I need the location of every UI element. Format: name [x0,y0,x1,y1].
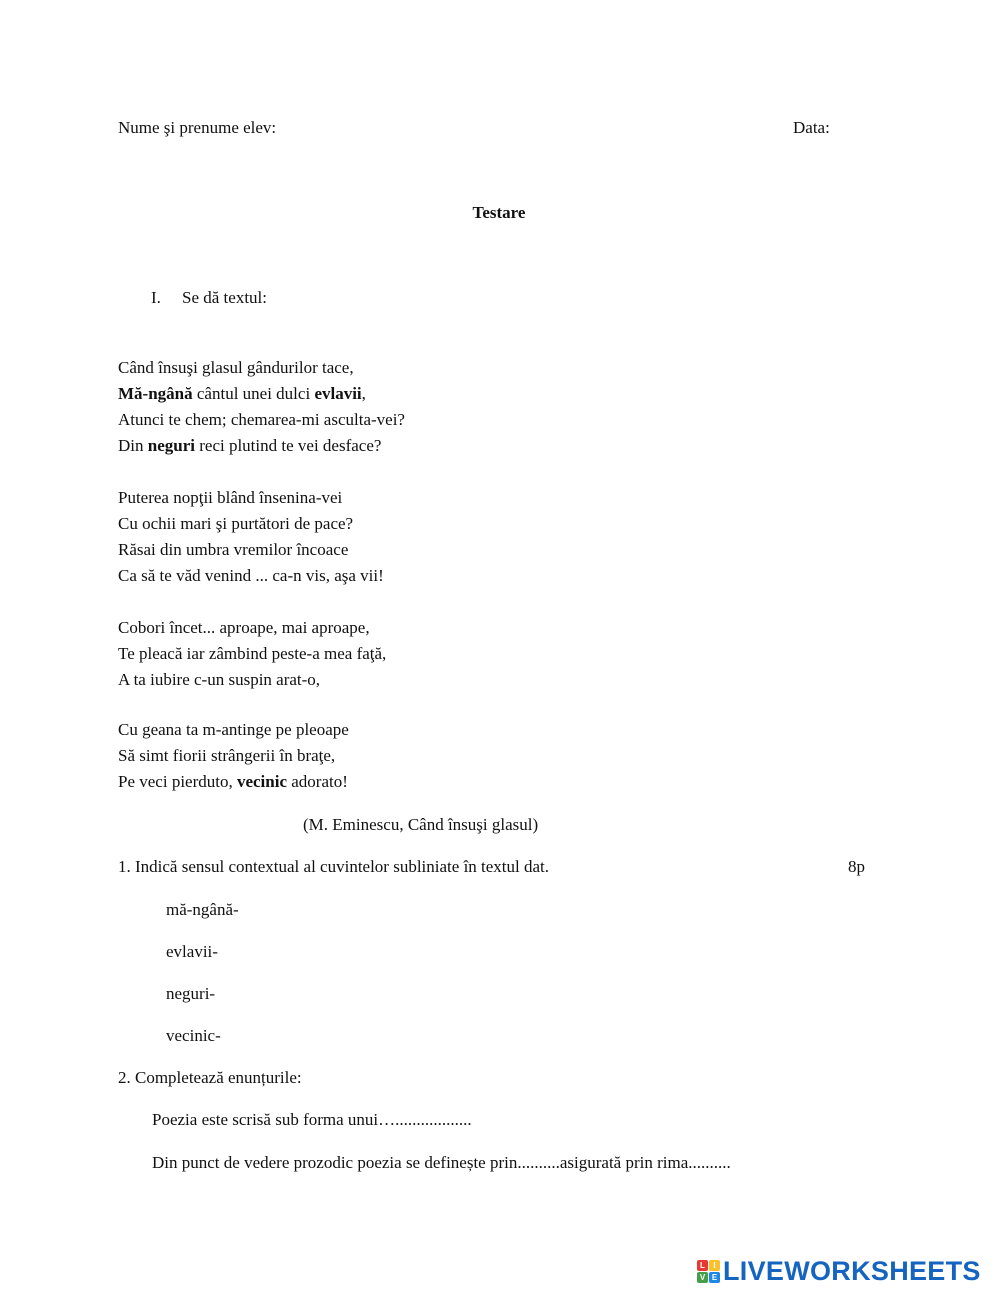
poem-line: Să simt fiorii strângerii în braţe, [118,746,336,765]
answer-item: vecinic- [166,1026,221,1045]
poem-text: Pe veci pierduto, [118,772,237,791]
poem-line: Răsai din umbra vremilor încoace [118,540,349,559]
poem-text: reci plutind te vei desface? [194,436,382,455]
underlined-word: neguri [147,436,195,455]
underlined-word: Mă-ngână [118,384,193,403]
liveworksheets-logo [697,1254,981,1288]
poem-line [118,384,366,404]
poem-line: Când însuşi glasul gândurilor tace, [118,358,354,377]
poem-text: cântul unei dulci [192,384,315,403]
logo-tile: E [709,1272,720,1283]
poem-source: (M. Eminescu, Când însuşi glasul) [303,815,539,834]
section-number: I. [151,288,161,307]
answer-item: mă-ngână- [166,900,239,919]
poem-line [118,772,348,792]
question-1-text: 1. Indică sensul contextual al cuvintelor subliniate în textul dat. [118,857,550,876]
answer-item: neguri- [166,984,216,1003]
logo-tiles-icon [697,1260,720,1283]
poem-line: Cu ochii mari şi purtători de pace? [118,514,354,533]
student-name-label: Nume şi prenume elev: [118,118,277,137]
fill-in-sentence: Din punct de vedere prozodic poezia se definește prin..........asigurată prin rima.......... [152,1153,731,1172]
poem-line: Cobori încet... aproape, mai aproape, [118,618,370,637]
page-title: Testare [472,203,526,222]
poem-line: Cu geana ta m-antinge pe pleoape [118,720,349,739]
poem-text: , [361,384,366,403]
poem-line: A ta iubire c-un suspin arat-o, [118,670,321,689]
underlined-word: evlavii [314,384,362,403]
fill-in-sentence: Poezia este scrisă sub forma unui….................. [152,1110,472,1129]
section-label: Se dă textul: [182,288,267,307]
poem-text: adorato! [287,772,348,791]
underlined-word: vecinic [236,772,288,791]
poem-text: Din [118,436,148,455]
logo-tile: I [709,1260,720,1271]
answer-item: evlavii- [166,942,218,961]
question-1-points: 8p [848,857,865,876]
poem-line [118,436,381,456]
logo-tile: L [697,1260,708,1271]
logo-tile: V [697,1272,708,1283]
poem-line: Te pleacă iar zâmbind peste-a mea faţă, [118,644,387,663]
poem-line: Ca să te văd venind ... ca-n vis, aşa vii! [118,566,384,585]
date-label: Data: [793,118,830,137]
poem-line: Atunci te chem; chemarea-mi asculta-vei? [118,410,405,429]
brand-name: LIVEWORKSHEETS [723,1255,981,1286]
poem-line: Puterea nopţii blând însenina-vei [118,488,343,507]
question-2-text: 2. Completează enunțurile: [118,1068,302,1087]
